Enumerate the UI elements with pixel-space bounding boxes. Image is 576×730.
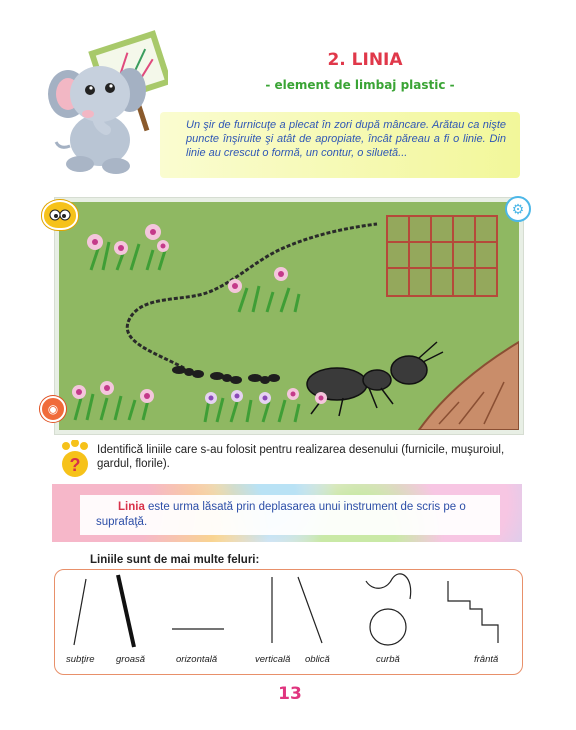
oblique-line bbox=[298, 577, 322, 643]
label-vertical: verticală bbox=[255, 654, 291, 665]
gears-icon[interactable]: ⚙ bbox=[505, 196, 531, 222]
svg-text:?: ? bbox=[69, 455, 81, 475]
elephant-mascot-illustration bbox=[38, 28, 168, 178]
label-thin: subţire bbox=[66, 654, 95, 665]
label-broken: frântă bbox=[474, 654, 499, 665]
lesson-subtitle: - element de limbaj plastic - bbox=[265, 78, 455, 92]
small-ant bbox=[248, 374, 280, 384]
small-ant bbox=[172, 366, 204, 378]
broken-line bbox=[448, 581, 498, 643]
lesson-title: 2. LINIA bbox=[327, 50, 403, 70]
flower-cluster bbox=[87, 224, 169, 270]
flower-cluster bbox=[205, 388, 327, 422]
illustration-panel bbox=[55, 198, 523, 434]
question-text: Identifică liniile care s-au folosit pentru realizarea desenului (furnicile, muşuroiul, gardul, florile). bbox=[97, 444, 505, 470]
fence bbox=[387, 216, 497, 296]
definition-highlight: Linia bbox=[118, 501, 145, 513]
intro-box bbox=[160, 112, 520, 178]
small-ant bbox=[210, 372, 242, 384]
curved-line bbox=[366, 574, 411, 599]
intro-paragraph: Un şir de furnicuţe a plecat în zori după mâncare. Arătau ca nişte puncte înşiruite şi atât de apropiate, încât păreau a fi o linie. Din linie au crescut o formă, un contur, o siluetă... bbox=[186, 119, 506, 159]
paw-eyes-icon bbox=[42, 200, 78, 230]
paw-question-icon bbox=[58, 440, 92, 478]
line-types-title: Liniile sunt de mai multe feluri: bbox=[90, 554, 260, 566]
label-oblique: oblică bbox=[305, 654, 330, 665]
thick-line bbox=[118, 575, 134, 647]
anthill bbox=[419, 342, 519, 430]
label-curved: curbă bbox=[376, 654, 400, 665]
page-number: 13 bbox=[278, 684, 302, 704]
label-thick: groasă bbox=[116, 654, 146, 665]
ants-drawing bbox=[59, 202, 519, 430]
big-ant bbox=[307, 342, 443, 416]
curved-circle bbox=[370, 609, 406, 645]
definition-body: este urma lăsată prin deplasarea unui instrument de scris pe o suprafaţă. bbox=[96, 501, 466, 528]
label-horizontal: orizontală bbox=[176, 654, 218, 665]
camera-icon[interactable]: ◉ bbox=[40, 396, 66, 422]
flower-cluster bbox=[72, 381, 154, 420]
flower-cluster bbox=[228, 267, 299, 312]
thin-line bbox=[74, 579, 86, 645]
definition-text bbox=[96, 500, 491, 530]
